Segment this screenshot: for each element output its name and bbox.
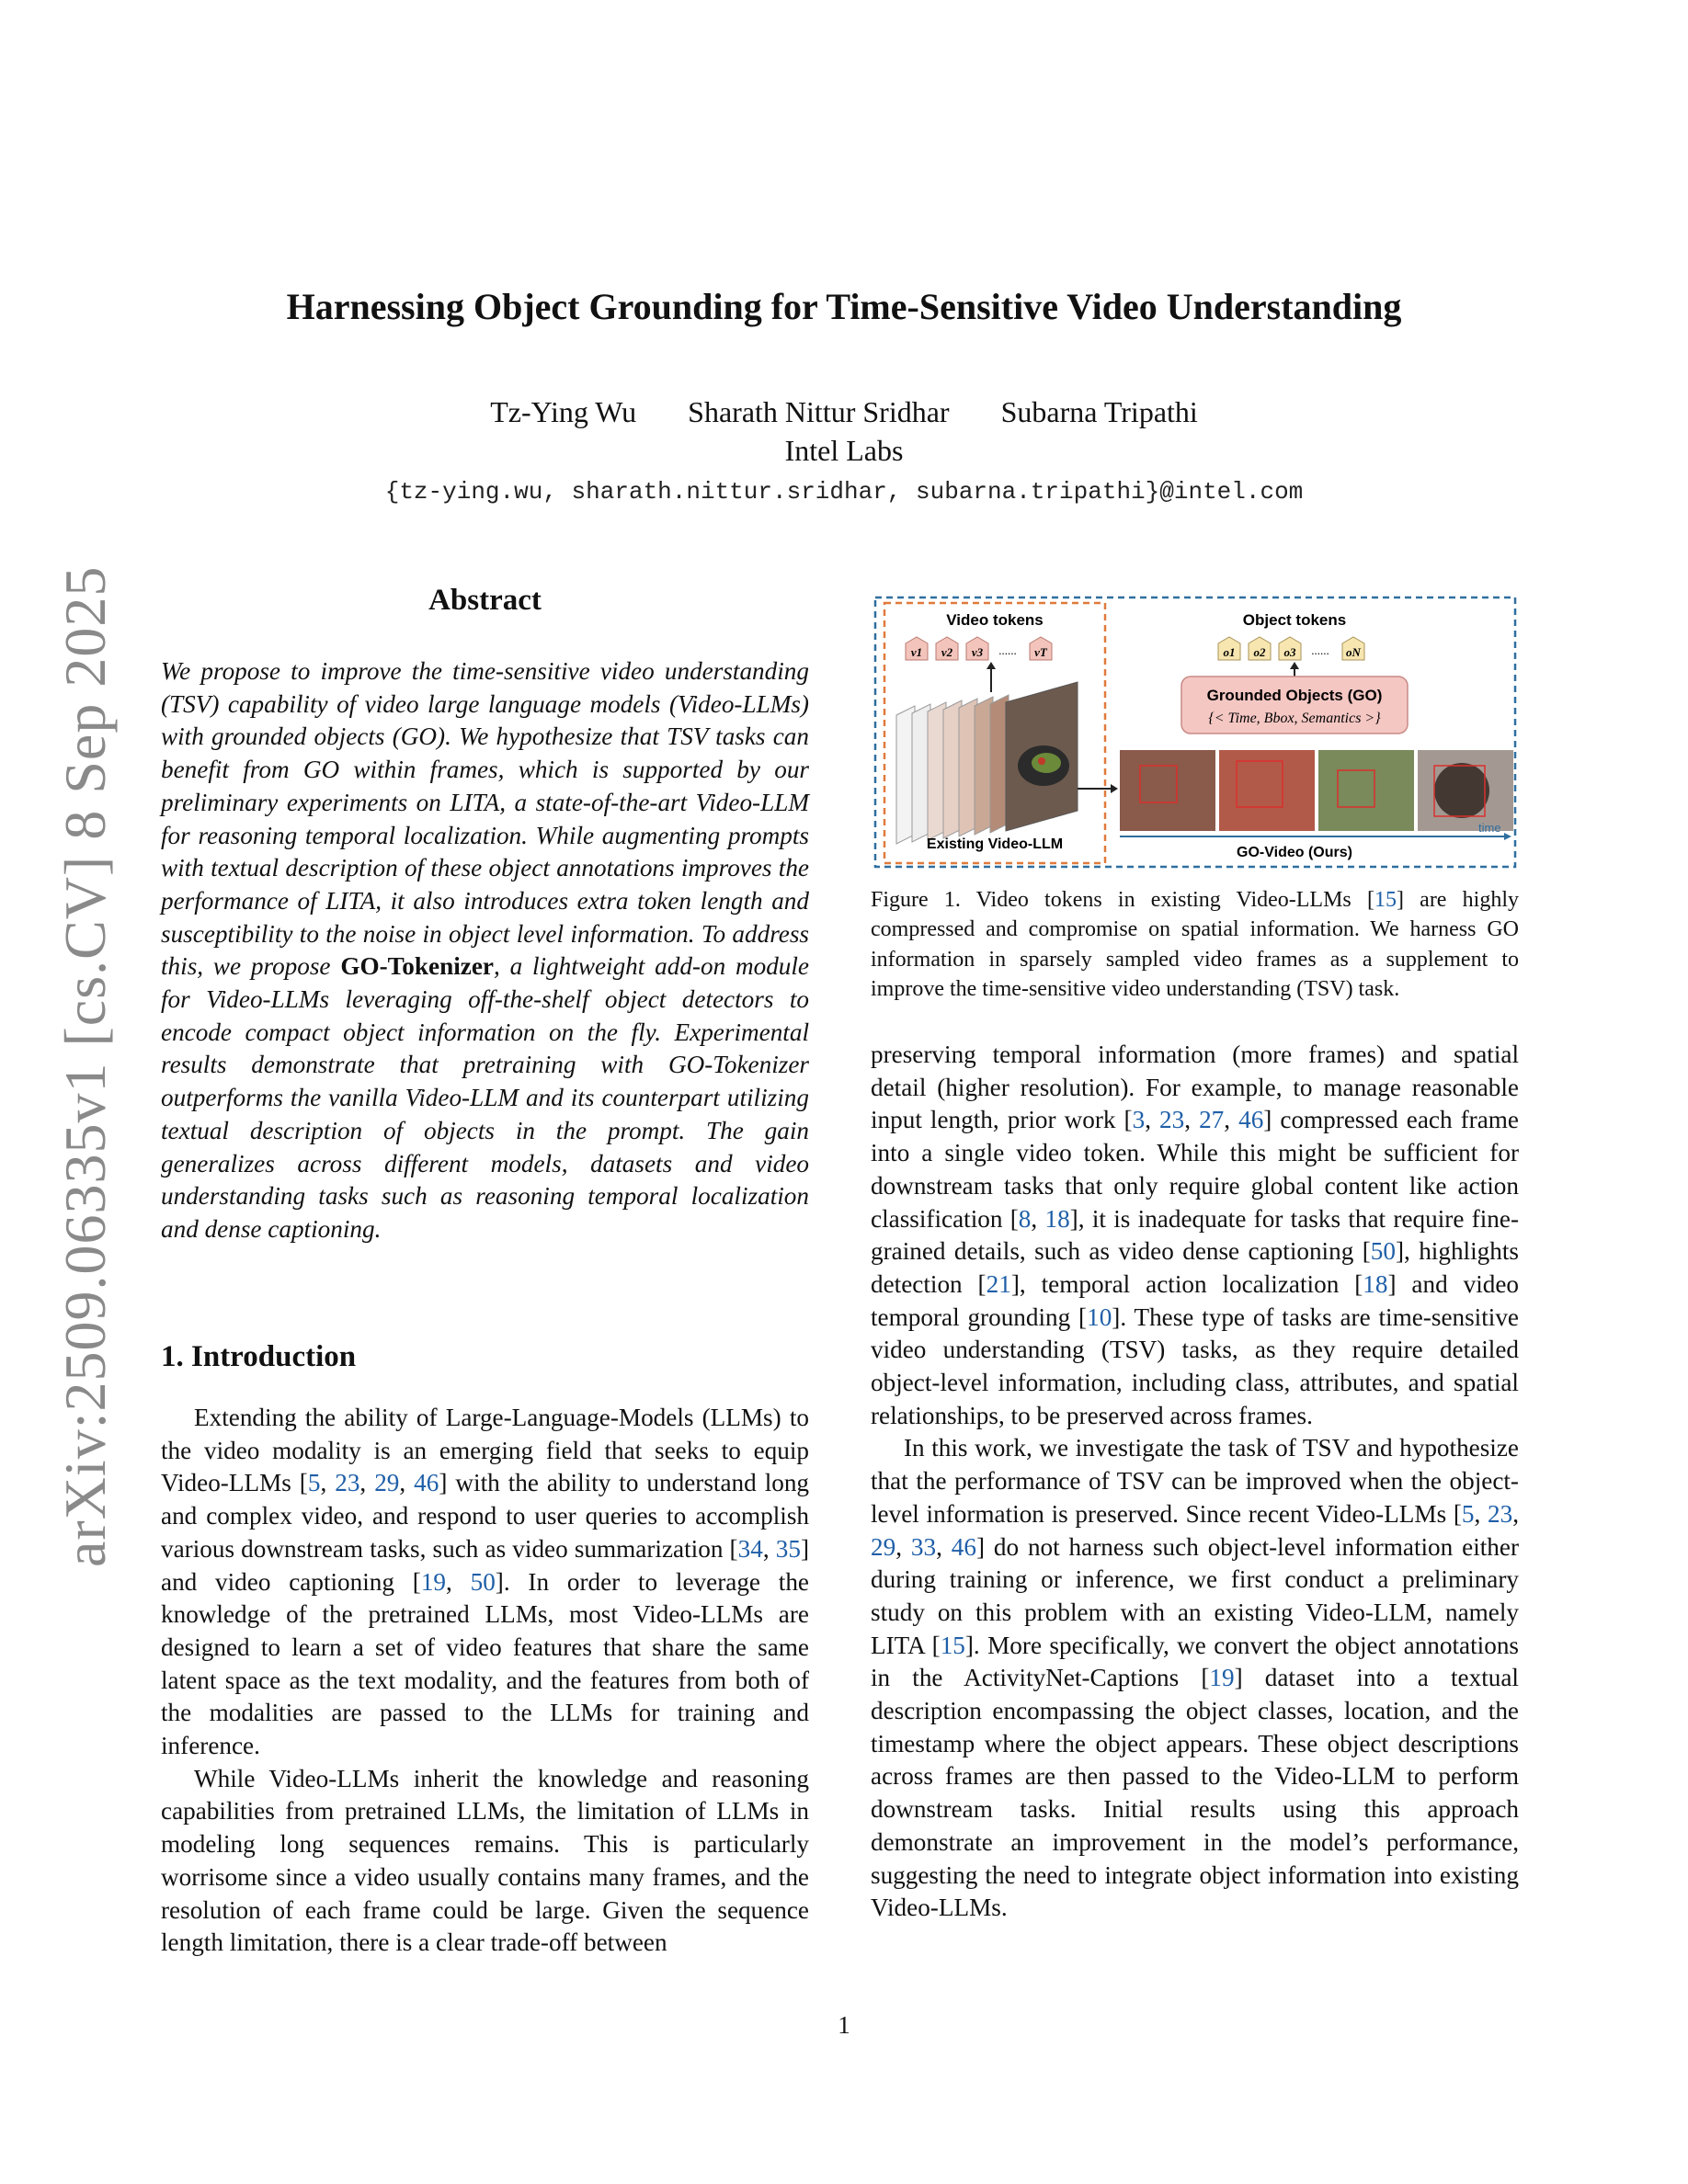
citation-link[interactable]: 27 [1199,1106,1225,1134]
author-emails: {tz-ying.wu, sharath.nittur.sridhar, subarna.tripathi}@intel.com [384,478,1304,506]
video-token-row [906,637,1052,660]
citation-link[interactable]: 23 [1488,1499,1513,1528]
citation-link[interactable]: 5 [1461,1499,1475,1528]
author-name: Tz-Ying Wu [490,395,637,428]
go-box-title: Grounded Objects (GO) [1206,687,1383,704]
citation-link[interactable]: 46 [951,1532,976,1561]
object-token: o3 [1283,645,1296,659]
bold-term: GO-Tokenizer [340,952,494,981]
citation-link[interactable]: 19 [1209,1664,1235,1692]
abstract-heading: Abstract [428,584,542,617]
object-token: oN [1346,645,1361,659]
video-token: v2 [941,645,953,659]
citation-link[interactable]: 15 [940,1631,965,1659]
go-box-formula: {< Time, Bbox, Semantics >} [1208,711,1381,726]
go-video-label: GO-Video (Ours) [1237,845,1352,860]
figure-caption: Figure 1. Video tokens in existing Video-LLMs [15] are highly compressed and compromise on spatial information. We harness GO information in sparsely sampled video frames as a supplement to improve the time-sensitive video understanding (TSV) task. [871,888,1520,1002]
author-list [0,395,1688,429]
existing-video-llm-label: Existing Video-LLM [926,836,1064,852]
citation-link[interactable]: 21 [986,1269,1011,1298]
object-tokens-label: Object tokens [1242,611,1347,629]
citation-link[interactable]: 10 [1087,1302,1112,1331]
author-name: Sharath Nittur Sridhar [688,395,950,428]
citation-link[interactable]: 35 [775,1534,801,1563]
citation-link[interactable]: 15 [1374,888,1397,912]
citation-link[interactable]: 50 [470,1567,496,1596]
author-name: Subarna Tripathi [1000,395,1198,428]
citation-link[interactable]: 18 [1363,1269,1388,1298]
time-label: time [1478,821,1501,835]
affiliation: Intel Labs [784,434,904,467]
figure-1 [873,596,1517,869]
video-token: vT [1034,645,1047,659]
citation-link[interactable]: 29 [374,1469,400,1497]
sampled-frame-strip [1120,750,1513,831]
object-token: o1 [1223,645,1236,659]
object-token-row [1218,637,1364,660]
intro-body [161,1402,809,1960]
paragraph: While Video-LLMs inherit the knowledge and reasoning capabilities from pretrained LLMs, the limitation of LLMs in modeling long sequences remains. This is particularly worrisome since a video usually contains many frames, and the resolution of each frame could be large. Given the sequence length limitation, there is a clear trade-off between [161,1764,809,1957]
citation-link[interactable]: 5 [307,1469,321,1497]
abstract-body: We propose to improve the time-sensitive video understanding (TSV) capability of video large language models (Video-LLMs) with grounded objects (GO). We hypothesize that TSV tasks can benefit from GO within frames, which is supported by our preliminary experiments on LITA, a state-of-the-art Video-LLM for reasoning temporal localization. While augmenting prompts with textual description of these object annotations improves the performance of LITA, it also introduces extra token length and susceptibility to the noise in object level information. To address this, we propose GO-Tokenizer, a lightweight add-on module for Video-LLMs leveraging off-the-shelf object detectors to encode compact object information on the fly. Experimental results demonstrate that pretraining with GO-Tokenizer outperforms the vanilla Video-LLM and its counterpart utilizing textual description of objects in the prompt. The gain generalizes across different models, datasets and video understanding tasks such as reasoning temporal localization and dense captioning. [161,657,810,1243]
citation-link[interactable]: 3 [1132,1106,1146,1134]
citation-link[interactable]: 19 [420,1567,447,1596]
video-token: v3 [971,645,984,659]
citation-link[interactable]: 34 [737,1534,763,1563]
video-token: v1 [910,645,923,659]
object-token: o2 [1253,645,1266,659]
citation-link[interactable]: 46 [1238,1106,1264,1134]
ellipsis: ...... [1311,643,1329,657]
section-heading-introduction: 1. Introduction [161,1340,357,1373]
citation-link[interactable]: 8 [1018,1204,1032,1233]
paragraph: Extending the ability of Large-Language-Models (LLMs) to the video modality is an emerging field that seeks to equip Video-LLMs [5, 23, 29, 46] with the ability to understand long and complex video, and respond to user queries to accomplish various downstream tasks, such as video summarization [34, 35] and video captioning [19, 50]. In order to leverage the knowledge of the pretrained LLMs, most Video-LLMs are designed to learn a set of video features that share the same latent space as the text modality, and the features from both of the modalities are passed to the LLMs for training and inference. [161,1404,810,1760]
paper-title: Harnessing Object Grounding for Time-Sensitive Video Understanding [286,286,1402,327]
page-number: 1 [838,2011,850,2039]
paragraph: In this work, we investigate the task of TSV and hypothesize that the performance of TSV can be improved when the object-level information is preserved. Since recent Video-LLMs [5, 23, 29, 33, 46] do not harness such object-level information either during training or inference, we first conduct a preliminary study on this problem with an existing Video-LLM, namely LITA [15]. More specifically, we convert the object annotations in the ActivityNet-Captions [19] dataset into a textual description encompassing the object classes, location, and the timestamp where the object appears. These object descriptions across frames are then passed to the Video-LLM to perform downstream tasks. Initial results using this approach demonstrate an improvement in the model’s performance, suggesting the need to integrate object information into existing Video-LLMs. [871,1434,1520,1922]
arxiv-sidebar-stamp: arXiv:2509.06335v1 [cs.CV] 8 Sep 2025 [52,565,118,1567]
citation-link[interactable]: 18 [1044,1204,1070,1233]
stacked-video-frames [896,682,1078,844]
citation-link[interactable]: 50 [1370,1237,1396,1266]
citation-link[interactable]: 46 [414,1469,439,1497]
citation-link[interactable]: 23 [335,1469,360,1497]
ellipsis: ...... [998,643,1017,657]
right-column-body [871,1039,1519,1925]
video-tokens-label: Video tokens [946,611,1044,629]
citation-link[interactable]: 23 [1159,1106,1185,1134]
citation-link[interactable]: 29 [871,1532,896,1561]
citation-link[interactable]: 33 [910,1532,937,1561]
paragraph: preserving temporal information (more frames) and spatial detail (higher resolution). For example, to manage reasonable input length, prior work [3, 23, 27, 46] compressed each frame into a single video token. While this might be sufficient for downstream tasks that only require global content like action classification [8, 18], it is inadequate for tasks that require fine-grained details, such as video dense captioning [50], highlights detection [21], temporal action localization [18] and video temporal grounding [10]. These type of tasks are time-sensitive video understanding (TSV) tasks, as they require detailed object-level information, including class, attributes, and spatial relationships, to be preserved across frames. [871,1041,1520,1429]
